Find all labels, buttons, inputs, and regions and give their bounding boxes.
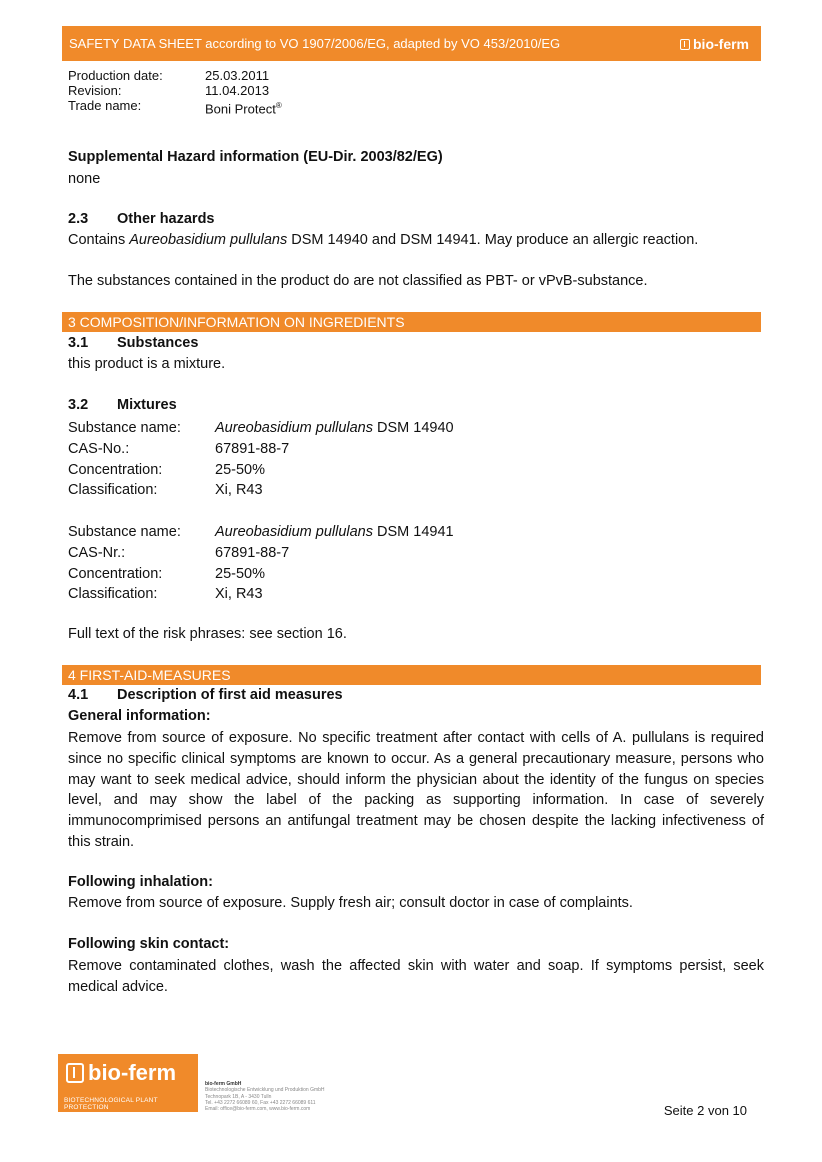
supplemental-heading: Supplemental Hazard information (EU-Dir. 2003/82/EG) — [68, 149, 443, 165]
section-4-1-heading: 4.1 Description of first aid measures — [68, 687, 343, 703]
mixture-1-classification: Classification: Xi, R43 — [68, 482, 263, 499]
page-number: Seite 2 von 10 — [663, 1103, 747, 1118]
section-4-bar: 4 FIRST-AID-MEASURES — [62, 665, 761, 685]
supplemental-text: none — [68, 171, 101, 187]
mixture-1 — [68, 418, 764, 501]
mixture-2-concentration: Concentration: 25-50% — [68, 565, 265, 582]
bioferm-logo-icon — [680, 39, 690, 50]
skin-contact-heading: Following skin contact: — [68, 936, 230, 952]
document-meta — [68, 68, 282, 116]
mixture-2-classification: Classification: Xi, R43 — [68, 586, 263, 603]
skin-contact-text: Remove contaminated clothes, wash the affected skin with water and soap. If symptoms persist, seek medical advice. — [68, 958, 764, 995]
mixture-1-name: Substance name: Aureobasidium pullulans DSM 14940 — [68, 420, 454, 436]
document-title: SAFETY DATA SHEET according to VO 1907/2006/EG, adapted by VO 453/2010/EG — [69, 36, 561, 51]
footer-logo: bio-ferm BIOTECHNOLOGICAL PLANT PROTECTION — [58, 1054, 198, 1112]
footer-tagline: BIOTECHNOLOGICAL PLANT PROTECTION — [64, 1097, 158, 1111]
risk-phrases-note: Full text of the risk phrases: see section 16. — [68, 626, 347, 642]
section-3-bar: 3 COMPOSITION/INFORMATION ON INGREDIENTS — [62, 312, 761, 332]
mixture-2 — [68, 522, 764, 605]
mixture-1-concentration: Concentration: 25-50% — [68, 461, 265, 478]
section-3-2-heading: 3.2 Mixtures — [68, 397, 177, 413]
company-address: bio-ferm GmbH Biotechnologische Entwicklung und Produktion GmbH Technopark 1B, A - 3430 Tulln Tel. +43 2272 66089 60, Fax +43 2272 66089 611 Email: office@bio-ferm.com, www.bio-ferm.com — [205, 1081, 325, 1113]
general-info-heading: General information: — [68, 708, 211, 724]
bioferm-logo-icon — [66, 1063, 84, 1083]
section-3-1-text: this product is a mixture. — [68, 356, 226, 372]
header-bar — [62, 26, 761, 61]
mixture-2-name: Substance name: Aureobasidium pullulans DSM 14941 — [68, 524, 454, 540]
meta-row-production-date: Production date: 25.03.2011 — [68, 68, 270, 83]
mixture-2-cas: CAS-Nr.: 67891-88-7 — [68, 544, 290, 561]
general-info-text: Remove from source of exposure. No specific treatment after contact with cells of A. pullulans is required since no specific clinical symptoms are known to occur. As a general precautionary measure, persons who may want to seek medical advice, should inform the physician about the identity of the fungus on species level, and may show the label of the packing as supporting information. In case of severely immunocomprimised persons an antifungal treatment may be chosen despite the lacking infectiveness of this strain. — [68, 730, 764, 850]
meta-row-revision: Revision: 11.04.2013 — [68, 83, 270, 98]
meta-row-trade-name: Trade name: Boni Protect® — [68, 98, 282, 117]
mixture-1-cas: CAS-No.: 67891-88-7 — [68, 440, 290, 457]
header-logo: bio-ferm — [680, 36, 749, 52]
section-2-3-pbt-text: The substances contained in the product do are not classified as PBT- or vPvB-substance. — [68, 273, 648, 289]
inhalation-text: Remove from source of exposure. Supply fresh air; consult doctor in case of complaints. — [68, 895, 633, 911]
section-3-1-heading: 3.1 Substances — [68, 335, 199, 351]
section-2-3-heading: 2.3 Other hazards — [68, 211, 215, 227]
section-2-3-text: Contains Aureobasidium pullulans DSM 14940 and DSM 14941. May produce an allergic reaction. — [68, 232, 699, 248]
inhalation-heading: Following inhalation: — [68, 874, 213, 890]
